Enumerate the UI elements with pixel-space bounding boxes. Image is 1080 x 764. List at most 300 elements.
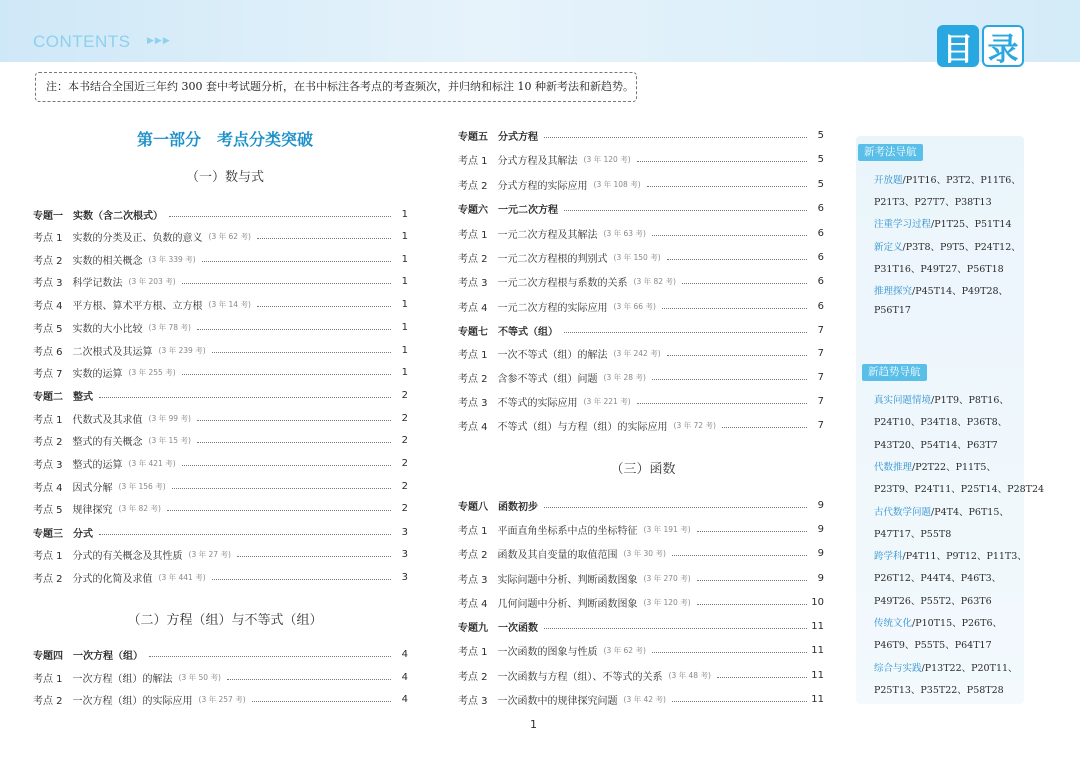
- nav-tag: 推理探究: [874, 286, 913, 297]
- toc-topic: 实数的相关概念: [72, 255, 143, 267]
- nav-line: [874, 548, 1027, 562]
- toc-number: 考点 1: [458, 349, 488, 361]
- nav-line: [874, 414, 1007, 428]
- section-title-3: （三）函数: [610, 462, 676, 477]
- toc-topic-row: [458, 618, 824, 634]
- nav-refs: /P4T4、P6T15、: [931, 506, 1009, 518]
- toc-page: 2: [401, 434, 408, 446]
- toc-frequency: (3 年 257 考): [198, 694, 246, 704]
- toc-number: 考点 3: [33, 277, 63, 289]
- toc-frequency: (3 年 62 考): [208, 231, 251, 241]
- nav-refs: /P2T22、P11T5、: [912, 461, 996, 473]
- leader-dots: [227, 679, 391, 680]
- toc-page: 2: [401, 457, 408, 469]
- leader-dots: [257, 306, 391, 307]
- nav-tag: 传统文化: [874, 618, 913, 629]
- toc-page: 6: [817, 227, 824, 239]
- leader-dots: [167, 510, 391, 511]
- nav-tag: 真实问题情境: [874, 395, 932, 406]
- toc-page: 1: [401, 208, 408, 220]
- toc-topic-row: [458, 497, 824, 513]
- nav-line: [874, 437, 998, 451]
- leader-dots: [672, 701, 807, 702]
- nav-refs: P46T9、P55T5、P64T17: [874, 640, 992, 652]
- toc-point-row: [33, 410, 408, 426]
- toc-number: 考点 6: [33, 346, 63, 358]
- toc-topic: 因式分解: [72, 482, 113, 494]
- toc-topic: 实数的运算: [72, 368, 123, 380]
- toc-topic: 分式方程的实际应用: [497, 180, 588, 192]
- toc-frequency: (3 年 27 考): [188, 549, 231, 559]
- toc-point-row: [458, 570, 824, 586]
- toc-page: 7: [817, 371, 824, 383]
- toc-topic: 一元二次方程: [498, 204, 558, 216]
- toc-topic: 整式: [73, 391, 93, 403]
- toc-number: 专题七: [458, 326, 488, 338]
- leader-dots: [662, 308, 807, 309]
- nav-line: [874, 459, 996, 473]
- toc-topic: 实际问题中分析、判断函数图象: [497, 574, 638, 586]
- toc-topic: 一次不等式（组）的解法: [497, 349, 608, 361]
- part-title: 第一部分 考点分类突破: [136, 130, 313, 149]
- leader-dots: [169, 216, 391, 217]
- nav-refs: P23T9、P24T11、P25T14、P28T24: [874, 484, 1045, 496]
- nav-line: [874, 570, 1001, 584]
- page-number: 1: [530, 718, 537, 731]
- toc-number: 考点 1: [458, 229, 488, 241]
- nav-tag: 代数推理: [874, 461, 913, 473]
- toc-topic-row: [33, 646, 408, 662]
- leader-dots: [564, 332, 807, 333]
- top-banner: [0, 0, 1080, 68]
- toc-topic: 函数初步: [498, 501, 538, 513]
- toc-topic: 平面直角坐标系中点的坐标特征: [497, 525, 638, 537]
- toc-number: 专题二: [33, 391, 63, 403]
- nav-line: [874, 526, 951, 540]
- toc-topic: 一次函数中的规律探究问题: [497, 695, 618, 707]
- toc-topic: 二次根式及其运算: [72, 346, 153, 358]
- leader-dots: [652, 235, 807, 236]
- toc-page: 10: [811, 596, 824, 608]
- toc-frequency: (3 年 221 考): [583, 396, 631, 406]
- toc-page: 9: [817, 572, 824, 584]
- nav-refs: /P10T15、P26T6、: [912, 618, 1002, 629]
- leader-dots: [237, 556, 391, 557]
- toc-frequency: (3 年 62 考): [603, 645, 646, 655]
- toc-topic: 不等式（组）与方程（组）的实际应用: [497, 421, 668, 433]
- toc-page: 4: [401, 671, 408, 683]
- toc-frequency: (3 年 82 考): [118, 503, 161, 513]
- toc-frequency: (3 年 82 考): [633, 276, 676, 286]
- toc-topic: 一元二次方程的实际应用: [497, 302, 608, 314]
- toc-topic: 一元二次方程根与系数的关系: [497, 277, 628, 289]
- section-title-2: （二）方程（组）与不等式（组）: [127, 613, 323, 628]
- toc-number: 专题一: [33, 210, 63, 222]
- nav-tag: 注重学习过程: [874, 219, 932, 231]
- toc-number: 考点 4: [458, 302, 488, 314]
- toc-number: 考点 1: [458, 646, 488, 658]
- nav-tag: 开放题: [874, 175, 903, 186]
- toc-point-row: [458, 521, 824, 537]
- toc-number: 考点 1: [33, 232, 63, 244]
- toc-frequency: (3 年 120 考): [583, 154, 631, 164]
- toc-page: 1: [401, 344, 408, 356]
- toc-page: 11: [811, 620, 824, 632]
- toc-topic: 代数式及其求值: [72, 414, 143, 426]
- nav-refs: P43T20、P54T14、P63T7: [874, 439, 998, 451]
- leader-dots: [697, 531, 807, 532]
- toc-point-row: [458, 298, 824, 314]
- toc-number: 考点 5: [33, 504, 63, 516]
- nav-line: [874, 504, 1009, 518]
- toc-topic-row: [458, 200, 824, 216]
- nav-line: [874, 261, 1004, 275]
- toc-page: 5: [817, 178, 824, 190]
- leader-dots: [149, 656, 391, 657]
- nav-refs: P49T26、P55T2、P63T6: [874, 595, 992, 607]
- toc-number: 考点 2: [458, 671, 488, 683]
- leader-dots: [212, 352, 391, 353]
- toc-point-row: [458, 151, 824, 167]
- toc-page: 1: [401, 230, 408, 242]
- title-badges: [937, 25, 1024, 67]
- nav-tag: 跨学科: [874, 551, 903, 563]
- toc-number: 专题五: [458, 131, 488, 143]
- toc-topic: 实数的大小比较: [72, 323, 143, 335]
- toc-number: 考点 5: [33, 323, 63, 335]
- nav-refs: /P1T25、P51T14: [931, 219, 1012, 231]
- toc-point-row: [33, 478, 408, 494]
- toc-point-row: [458, 273, 824, 289]
- toc-number: 考点 7: [33, 368, 63, 380]
- toc-topic: 分式方程及其解法: [497, 155, 578, 167]
- toc-topic: 一次函数的图象与性质: [497, 646, 598, 658]
- toc-number: 专题四: [33, 650, 63, 662]
- toc-topic: 一次方程（组）的解法: [72, 673, 173, 685]
- toc-point-row: [458, 642, 824, 658]
- toc-page: 2: [401, 389, 408, 401]
- toc-page: 5: [817, 129, 824, 141]
- nav-refs: P56T17: [874, 305, 911, 317]
- toc-topic: 不等式的实际应用: [497, 397, 578, 409]
- toc-point-row: [33, 569, 408, 585]
- leader-dots: [564, 210, 807, 211]
- leader-dots: [99, 534, 391, 535]
- toc-page: 7: [817, 395, 824, 407]
- toc-page: 11: [811, 693, 824, 705]
- toc-point-row: [458, 225, 824, 241]
- toc-point-row: [33, 342, 408, 358]
- toc-frequency: (3 年 270 考): [643, 573, 691, 583]
- toc-point-row: [33, 273, 408, 289]
- toc-frequency: (3 年 63 考): [603, 228, 646, 238]
- leader-dots: [717, 677, 807, 678]
- toc-topic: 含参不等式（组）问题: [497, 373, 598, 385]
- leader-dots: [682, 283, 807, 284]
- toc-topic: 整式的有关概念: [72, 436, 143, 448]
- section-title-1: （一）数与式: [185, 170, 264, 185]
- nav-line: [874, 481, 1044, 495]
- nav-line: [874, 239, 1021, 253]
- toc-page: 2: [401, 502, 408, 514]
- toc-topic: 函数及其自变量的取值范围: [497, 549, 618, 561]
- nav-tag: 古代数学问题: [874, 506, 932, 518]
- toc-point-row: [33, 251, 408, 267]
- toc-point-row: [33, 669, 408, 685]
- leader-dots: [667, 259, 807, 260]
- toc-page: 3: [401, 526, 408, 538]
- toc-number: 考点 2: [458, 373, 488, 385]
- toc-frequency: (3 年 66 考): [613, 301, 656, 311]
- toc-page: 11: [811, 669, 824, 681]
- toc-number: 考点 2: [458, 253, 488, 265]
- leader-dots: [544, 628, 807, 629]
- toc-number: 专题六: [458, 204, 488, 216]
- toc-frequency: (3 年 28 考): [603, 372, 646, 382]
- toc-page: 6: [817, 300, 824, 312]
- toc-frequency: (3 年 42 考): [623, 694, 666, 704]
- nav-refs: /P1T9、P8T16、: [931, 395, 1009, 406]
- toc-point-row: [33, 500, 408, 516]
- toc-number: 考点 1: [33, 414, 63, 426]
- leader-dots: [182, 465, 391, 466]
- toc-page: 1: [401, 366, 408, 378]
- nav-line: [874, 682, 1004, 696]
- toc-topic-row: [33, 387, 408, 403]
- nav-line: [874, 615, 1002, 629]
- toc-number: 考点 1: [458, 525, 488, 537]
- toc-page: 9: [817, 499, 824, 511]
- toc-frequency: (3 年 203 考): [128, 276, 176, 286]
- toc-topic: 一元二次方程及其解法: [497, 229, 598, 241]
- nav-line: [874, 194, 992, 208]
- toc-page: 1: [401, 321, 408, 333]
- contents-label: CONTENTS: [33, 32, 131, 51]
- toc-number: 考点 2: [33, 573, 63, 585]
- toc-topic: 分式的化简及求值: [72, 573, 153, 585]
- leader-dots: [197, 442, 391, 443]
- leader-dots: [652, 652, 807, 653]
- nav-refs: P31T16、P49T27、P56T18: [874, 263, 1004, 275]
- toc-number: 考点 2: [33, 255, 63, 267]
- nav-refs: P24T10、P34T18、P36T8、: [874, 417, 1008, 429]
- toc-page: 1: [401, 253, 408, 265]
- nav-line: [874, 216, 1011, 230]
- toc-topic: 科学记数法: [72, 277, 123, 289]
- toc-topic-row: [33, 206, 408, 222]
- toc-point-row: [458, 345, 824, 361]
- leader-dots: [202, 261, 391, 262]
- toc-page: 11: [811, 644, 824, 656]
- nav-refs: /P1T16、P3T2、P11T6、: [902, 175, 1021, 186]
- toc-page: 2: [401, 480, 408, 492]
- nav-line: [874, 172, 1021, 186]
- leader-dots: [672, 555, 807, 556]
- toc-number: 考点 3: [458, 574, 488, 586]
- new-methods-header: 新考法导航: [858, 144, 923, 161]
- toc-frequency: (3 年 30 考): [623, 548, 666, 558]
- toc-topic: 一元二次方程根的判别式: [497, 253, 608, 265]
- toc-page: 4: [401, 693, 408, 705]
- toc-frequency: (3 年 242 考): [613, 348, 661, 358]
- nav-refs: P25T13、P35T22、P58T28: [874, 684, 1004, 696]
- toc-page: 7: [817, 324, 824, 336]
- toc-number: 考点 4: [458, 421, 488, 433]
- toc-frequency: (3 年 239 考): [158, 345, 206, 355]
- toc-number: 考点 2: [458, 549, 488, 561]
- toc-frequency: (3 年 15 考): [148, 435, 191, 445]
- toc-number: 考点 4: [33, 300, 63, 312]
- title-char-1: 目: [937, 25, 979, 67]
- toc-number: 考点 3: [458, 695, 488, 707]
- toc-topic: 实数的分类及正、负数的意义: [72, 232, 203, 244]
- nav-tag: 新定义: [874, 241, 903, 253]
- leader-dots: [652, 379, 807, 380]
- nav-line: [874, 392, 1009, 406]
- nav-refs: P21T3、P27T7、P38T13: [874, 197, 992, 209]
- toc-topic-row: [458, 322, 824, 338]
- toc-frequency: (3 年 48 考): [668, 670, 711, 680]
- toc-topic: 规律探究: [72, 504, 113, 516]
- nav-refs: /P3T8、P9T5、P24T12、: [902, 241, 1021, 253]
- leader-dots: [197, 420, 391, 421]
- note-box: 注：本书结合全国近三年约 300 套中考试题分析，在书中标注各考点的考查频次，并归纳和标注 10 种新考法和新趋势。: [35, 72, 637, 102]
- nav-line: [874, 305, 911, 316]
- toc-page: 3: [401, 571, 408, 583]
- toc-frequency: (3 年 120 考): [643, 597, 691, 607]
- toc-point-row: [458, 691, 824, 707]
- leader-dots: [697, 580, 807, 581]
- nav-refs: P47T17、P55T8: [874, 528, 952, 540]
- nav-line: [874, 593, 992, 607]
- title-char-2: 录: [982, 25, 1024, 67]
- toc-topic: 不等式（组）: [498, 326, 558, 338]
- toc-topic: 一次方程（组）: [73, 650, 143, 662]
- toc-frequency: (3 年 441 考): [158, 572, 206, 582]
- toc-page: 2: [401, 412, 408, 424]
- new-trends-header: 新趋势导航: [862, 364, 927, 381]
- toc-point-row: [458, 176, 824, 192]
- toc-number: 考点 3: [458, 397, 488, 409]
- toc-point-row: [33, 691, 408, 707]
- toc-page: 7: [817, 347, 824, 359]
- toc-topic: 一次方程（组）的实际应用: [72, 695, 193, 707]
- toc-number: 考点 3: [33, 459, 63, 471]
- toc-point-row: [33, 296, 408, 312]
- toc-number: 考点 1: [33, 550, 63, 562]
- toc-topic: 平方根、算术平方根、立方根: [72, 300, 203, 312]
- toc-topic: 整式的运算: [72, 459, 123, 471]
- toc-frequency: (3 年 150 考): [613, 252, 661, 262]
- side-panel: [856, 136, 1045, 704]
- toc-point-row: [33, 364, 408, 380]
- leader-dots: [212, 579, 391, 580]
- toc-topic: 几何问题中分析、判断函数图象: [497, 598, 638, 610]
- toc-frequency: (3 年 78 考): [148, 322, 191, 332]
- toc-page: 6: [817, 202, 824, 214]
- toc-number: 考点 2: [458, 180, 488, 192]
- leader-dots: [197, 329, 391, 330]
- toc-point-row: [33, 546, 408, 562]
- toc-point-row: [458, 417, 824, 433]
- nav-refs: /P13T22、P20T11、: [921, 662, 1018, 674]
- leader-dots: [544, 137, 807, 138]
- toc-page: 1: [401, 298, 408, 310]
- toc-number: 考点 1: [33, 673, 63, 685]
- toc-frequency: (3 年 99 考): [148, 413, 191, 423]
- toc-frequency: (3 年 108 考): [593, 179, 641, 189]
- toc-number: 考点 1: [458, 155, 488, 167]
- toc-number: 专题三: [33, 528, 63, 540]
- toc-page: 1: [401, 275, 408, 287]
- toc-point-row: [458, 249, 824, 265]
- toc-frequency: (3 年 255 考): [128, 367, 176, 377]
- toc-number: 专题八: [458, 501, 488, 513]
- leader-dots: [637, 403, 807, 404]
- toc-topic: 一次函数: [498, 622, 538, 634]
- nav-line: [874, 637, 992, 651]
- toc-point-row: [458, 369, 824, 385]
- toc-topic-row: [33, 524, 408, 540]
- leader-dots: [182, 283, 391, 284]
- leader-dots: [257, 238, 391, 239]
- toc-page: 7: [817, 419, 824, 431]
- toc-point-row: [458, 667, 824, 683]
- leader-dots: [544, 507, 807, 508]
- toc-page: 6: [817, 251, 824, 263]
- toc-frequency: (3 年 339 考): [148, 254, 196, 264]
- toc-number: 考点 4: [458, 598, 488, 610]
- nav-refs: /P45T14、P49T28、: [912, 286, 1009, 297]
- toc-number: 考点 3: [458, 277, 488, 289]
- leader-dots: [182, 374, 391, 375]
- toc-point-row: [33, 319, 408, 335]
- arrows-icon: ▶▶▶: [147, 36, 171, 46]
- nav-refs: P26T12、P44T4、P46T3、: [874, 573, 1002, 585]
- toc-page: 9: [817, 523, 824, 535]
- nav-line: [874, 283, 1008, 297]
- toc-page: 4: [401, 648, 408, 660]
- toc-point-row: [458, 393, 824, 409]
- toc-frequency: (3 年 14 考): [208, 299, 251, 309]
- toc-frequency: (3 年 191 考): [643, 524, 691, 534]
- leader-dots: [637, 161, 807, 162]
- toc-page: 3: [401, 548, 408, 560]
- toc-topic: 分式方程: [498, 131, 538, 143]
- toc-point-row: [33, 432, 408, 448]
- toc-number: 考点 4: [33, 482, 63, 494]
- toc-topic: 实数（含二次根式）: [73, 210, 163, 222]
- toc-page: 5: [817, 153, 824, 165]
- toc-topic: 分式: [73, 528, 93, 540]
- toc-number: 考点 2: [33, 695, 63, 707]
- leader-dots: [647, 186, 807, 187]
- toc-point-row: [458, 545, 824, 561]
- toc-page: 6: [817, 275, 824, 287]
- leader-dots: [252, 701, 391, 702]
- nav-tag: 综合与实践: [874, 662, 922, 674]
- toc-point-row: [33, 228, 408, 244]
- toc-topic-row: [458, 127, 824, 143]
- toc-frequency: (3 年 50 考): [178, 672, 221, 682]
- toc-number: 考点 2: [33, 436, 63, 448]
- toc-frequency: (3 年 421 考): [128, 458, 176, 468]
- toc-frequency: (3 年 156 考): [118, 481, 166, 491]
- leader-dots: [99, 397, 391, 398]
- nav-line: [874, 660, 1018, 674]
- leader-dots: [697, 604, 807, 605]
- toc-point-row: [33, 455, 408, 471]
